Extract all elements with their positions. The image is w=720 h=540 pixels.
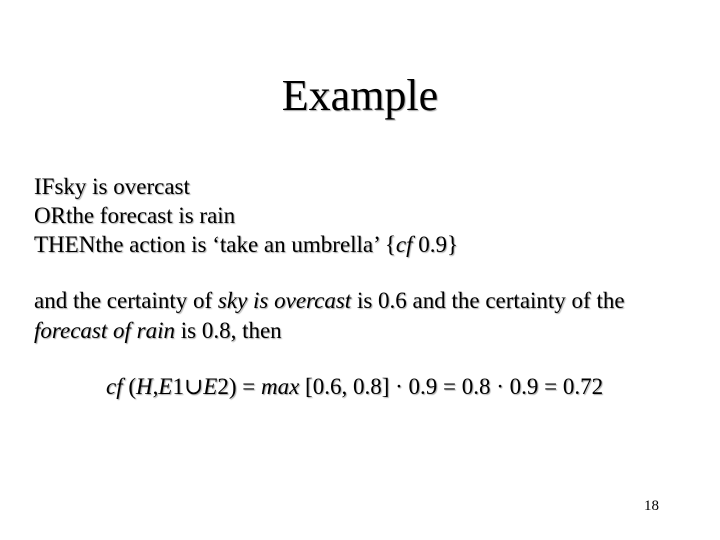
then-cf-value: 0.9} [412, 232, 459, 257]
formula-e1-index: 1 [172, 374, 184, 399]
rule-block [34, 172, 458, 259]
formula-comma: , [152, 374, 159, 399]
then-action: the action is ‘take an umbrella’ { [95, 232, 396, 257]
rule-then-line [34, 230, 458, 259]
para-text-3: is 0.8, then [174, 318, 282, 343]
formula-e2: E [203, 374, 218, 399]
certainty-paragraph [34, 286, 684, 346]
if-keyword: IF [34, 174, 55, 199]
formula-open: ( [122, 374, 137, 399]
formula-max: max [260, 374, 300, 399]
or-condition: the forecast is rain [65, 203, 236, 228]
formula-h: H [136, 374, 153, 399]
para-italic-sky: sky is overcast [217, 288, 352, 313]
then-keyword: THEN [34, 232, 96, 257]
page-number: 18 [644, 498, 659, 514]
if-condition: sky is overcast [54, 174, 190, 199]
formula-rest: [0.6, 0.8] · 0.9 = 0.8 · 0.9 = 0.72 [299, 374, 604, 399]
slide-title: Example [281, 71, 439, 120]
then-cf-label: cf [395, 232, 413, 257]
formula-e1: E [158, 374, 173, 399]
formula-union: ∪ [183, 374, 204, 399]
rule-if-line [34, 172, 458, 201]
para-text-1: and the certainty of [34, 288, 218, 313]
formula-cf: cf [106, 374, 123, 399]
cf-formula [106, 372, 603, 402]
or-keyword: OR [34, 203, 66, 228]
para-text-2: is 0.6 and the certainty of the [351, 288, 625, 313]
rule-or-line [34, 201, 458, 230]
para-italic-forecast: forecast of rain [34, 318, 175, 343]
formula-e2-index: 2 [217, 374, 229, 399]
formula-close: ) = [228, 374, 261, 399]
